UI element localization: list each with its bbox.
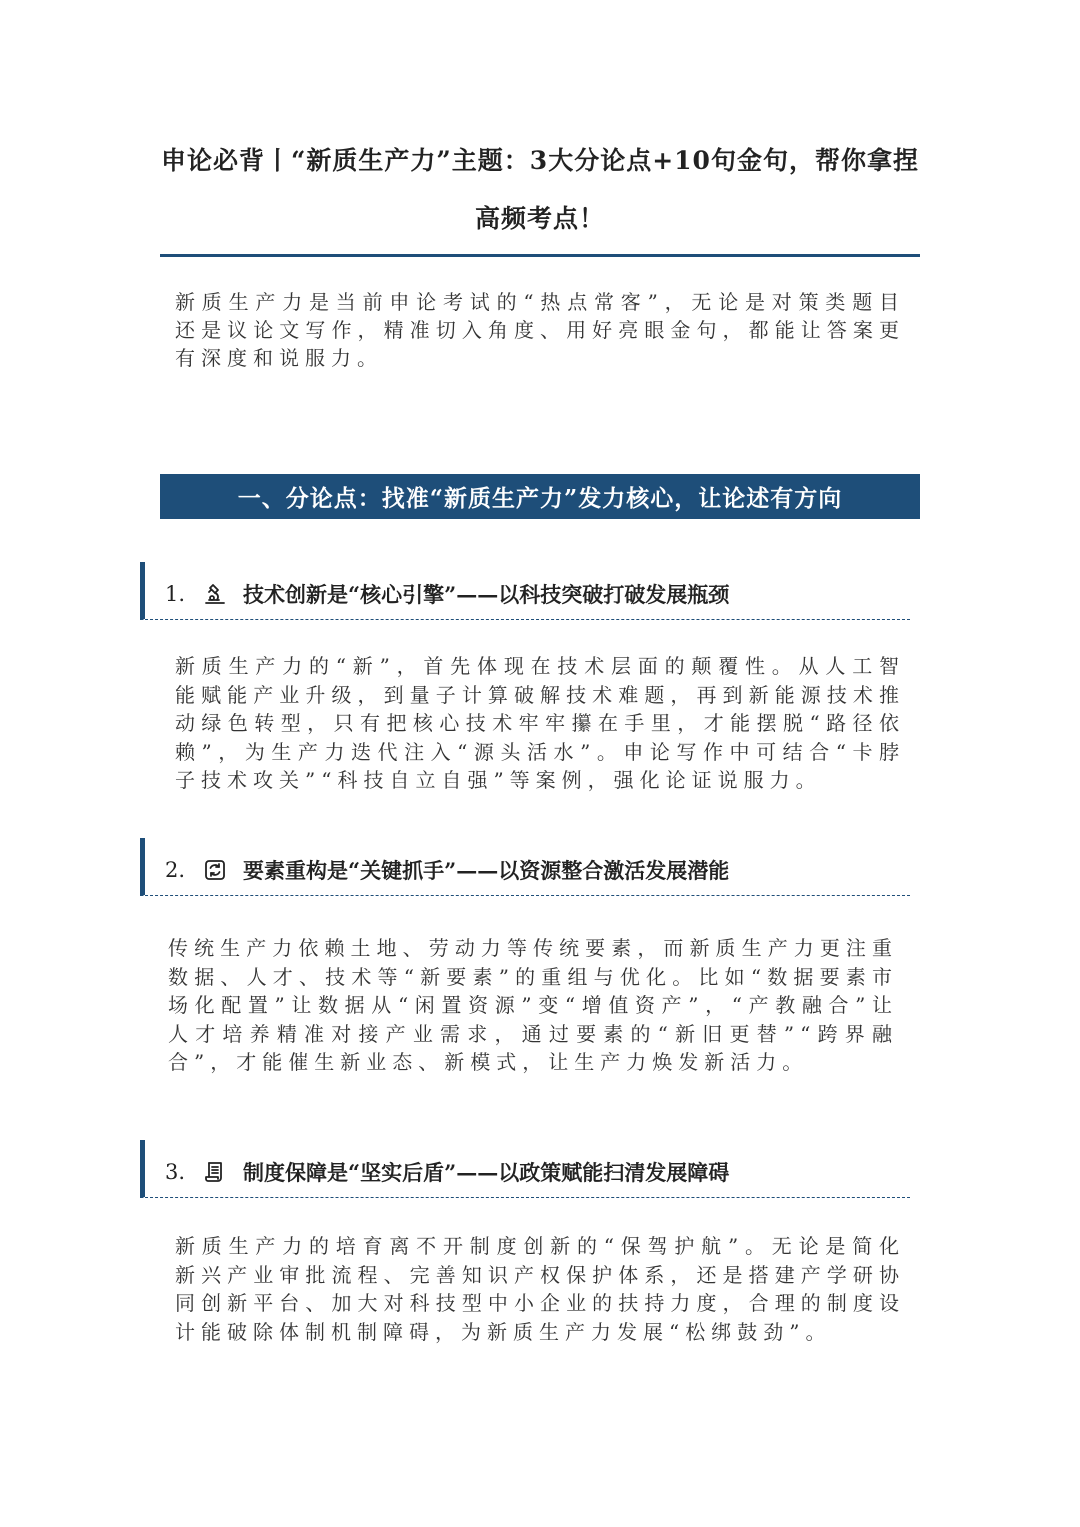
point-number: 1. [165, 581, 186, 606]
point-heading-text: 制度保障是“坚实后盾”——以政策赋能扫清发展障碍 [243, 1159, 730, 1185]
microscope-icon [203, 582, 227, 606]
page-title: 申论必背丨“新质生产力”主题：3大分论点+10句金句，帮你拿捏高频考点！ [161, 146, 919, 233]
refresh-icon [203, 858, 227, 882]
point-body-1: 新质生产力的“新”，首先体现在技术层面的颠覆性。从人工智能赋能产业升级，到量子计算破解技术难题，再到新能源技术推动绿色转型，只有把核心技术牢牢攥在手里，才能摆脱“路径依赖”，为生产力迭代注入“源头活水”。申论写作中可结合“卡脖子技术攻关”“科技自立自强”等案例，强化论证说服力。 [175, 654, 905, 792]
point-heading-3 [140, 1140, 910, 1198]
point-number: 3. [165, 1159, 186, 1184]
point-heading-1 [140, 562, 910, 620]
scroll-icon [203, 1160, 227, 1184]
point-number: 2. [165, 857, 186, 882]
section-banner [160, 474, 920, 519]
point-body-2: 传统生产力依赖土地、劳动力等传统要素，而新质生产力更注重数据、人才、技术等“新要素”的重组与优化。比如“数据要素市场化配置”让数据从“闲置资源”变“增值资产”，“产教融合”让人才培养精准对接产业需求，通过要素的“新旧更替”“跨界融合”，才能催生新业态、新模式，让生产力焕发新活力。 [168, 936, 898, 1074]
point-body-3: 新质生产力的培育离不开制度创新的“保驾护航”。无论是简化新兴产业审批流程、完善知识产权保护体系，还是搭建产学研协同创新平台、加大对科技型中小企业的扶持力度，合理的制度设计能破除体制机制障碍，为新质生产力发展“松绑鼓劲”。 [175, 1234, 905, 1344]
point-heading-2 [140, 838, 910, 896]
section-title: 一、分论点：找准“新质生产力”发力核心，让论述有方向 [237, 485, 843, 512]
title-divider [160, 254, 920, 257]
point-heading-text: 要素重构是“关键抓手”——以资源整合激活发展潜能 [243, 857, 730, 883]
intro-paragraph: 新质生产力是当前申论考试的“热点常客”，无论是对策类题目还是议论文写作，精准切入角度、用好亮眼金句，都能让答案更有深度和说服力。 [175, 290, 905, 370]
point-heading-text: 技术创新是“核心引擎”——以科技突破打破发展瓶颈 [243, 581, 730, 607]
